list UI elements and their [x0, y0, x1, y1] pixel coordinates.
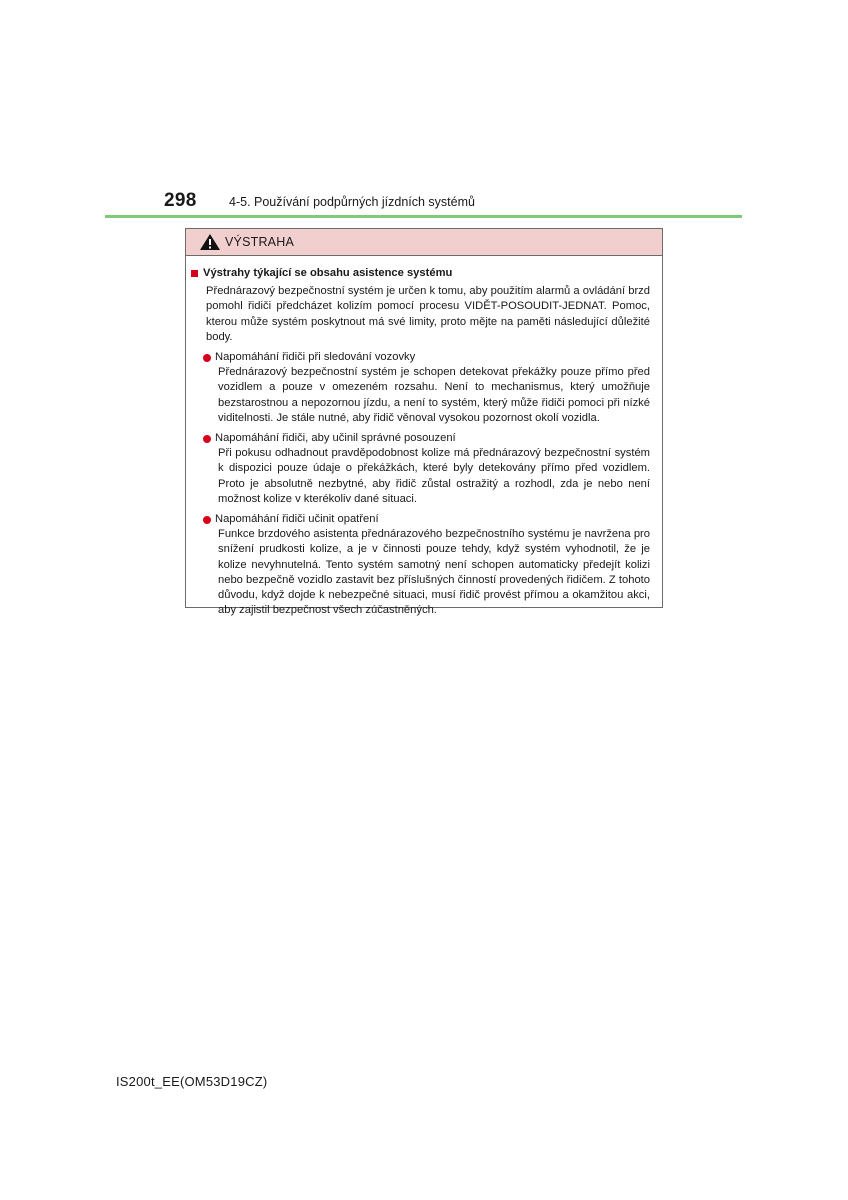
section-title: 4-5. Používání podpůrných jízdních systémů	[229, 195, 475, 209]
square-bullet-icon	[191, 270, 198, 277]
warning-title: VÝSTRAHA	[225, 235, 294, 249]
item-text: Při pokusu odhadnout pravděpodobnost kolize má přednárazový bezpečnostní systém k dispozici pouze údaje o překážkách, které byly detekovány přímo před vozidlem. Proto je absolutně nezbytné, aby řidič zůstal ostražitý a rozhodl, zda je nebo není možnost kolize v kterékoliv dané situaci.	[218, 447, 650, 505]
warning-item	[203, 350, 650, 426]
round-bullet-icon	[203, 354, 211, 362]
item-heading-text: Napomáhání řidiči při sledování vozovky	[215, 351, 416, 364]
warning-item	[203, 512, 650, 618]
warning-triangle-icon	[199, 233, 221, 251]
page-number: 298	[164, 190, 197, 211]
item-heading-text: Napomáhání řidiči učinit opatření	[215, 513, 379, 526]
item-heading-text: Napomáhání řidiči, aby učinil správné posouzení	[215, 432, 456, 445]
item-heading	[203, 512, 650, 527]
section-heading-text: Výstrahy týkající se obsahu asistence systému	[203, 267, 453, 279]
warning-item	[203, 431, 650, 507]
item-heading	[203, 350, 650, 365]
warning-intro: Přednárazový bezpečnostní systém je určen k tomu, aby použitím alarmů a ovládání brzd pomohl řidiči předcházet kolizím pomocí procesu VIDĚT-POSOUDIT-JEDNAT. Pomoc, kterou může systém poskytnout má své limity, proto mějte na paměti následující důležité body.	[206, 285, 650, 343]
warning-header	[186, 229, 662, 256]
warning-box	[185, 228, 663, 617]
item-heading	[203, 431, 650, 446]
round-bullet-icon	[203, 435, 211, 443]
warning-section-heading	[190, 266, 650, 281]
item-text: Přednárazový bezpečnostní systém je schopen detekovat překážky pouze přímo před vozidlem a pouze v omezeném rozsahu. Není to mechanismus, který umožňuje bezstarostnou a nepozornou jízdu, a není to systém, který může řidiči pomoci při nízké viditelnosti. Je stále nutné, aby řidič věnoval vysokou pozornost okolí vozidla.	[218, 366, 650, 424]
header-divider	[105, 215, 742, 218]
item-text: Funkce brzdového asistenta přednárazového bezpečnostního systému je navržena pro snížení prudkosti kolize, a je v činnosti pouze tehdy, když systém vyhodnotil, že je kolize nevyhnutelná. Tento systém samotný není schopen automaticky předejít kolizi nebo bezpečně vozidlo zastavit bez příslušných činností provedených řidičem. Z tohoto důvodu, když dojde k nebezpečné situaci, musí řidič provést přímou a okamžitou akci, aby zajistil bezpečnost všech zúčastněných.	[218, 528, 650, 617]
round-bullet-icon	[203, 516, 211, 524]
manual-code: IS200t_EE(OM53D19CZ)	[116, 1074, 268, 1089]
warning-body	[186, 256, 662, 618]
